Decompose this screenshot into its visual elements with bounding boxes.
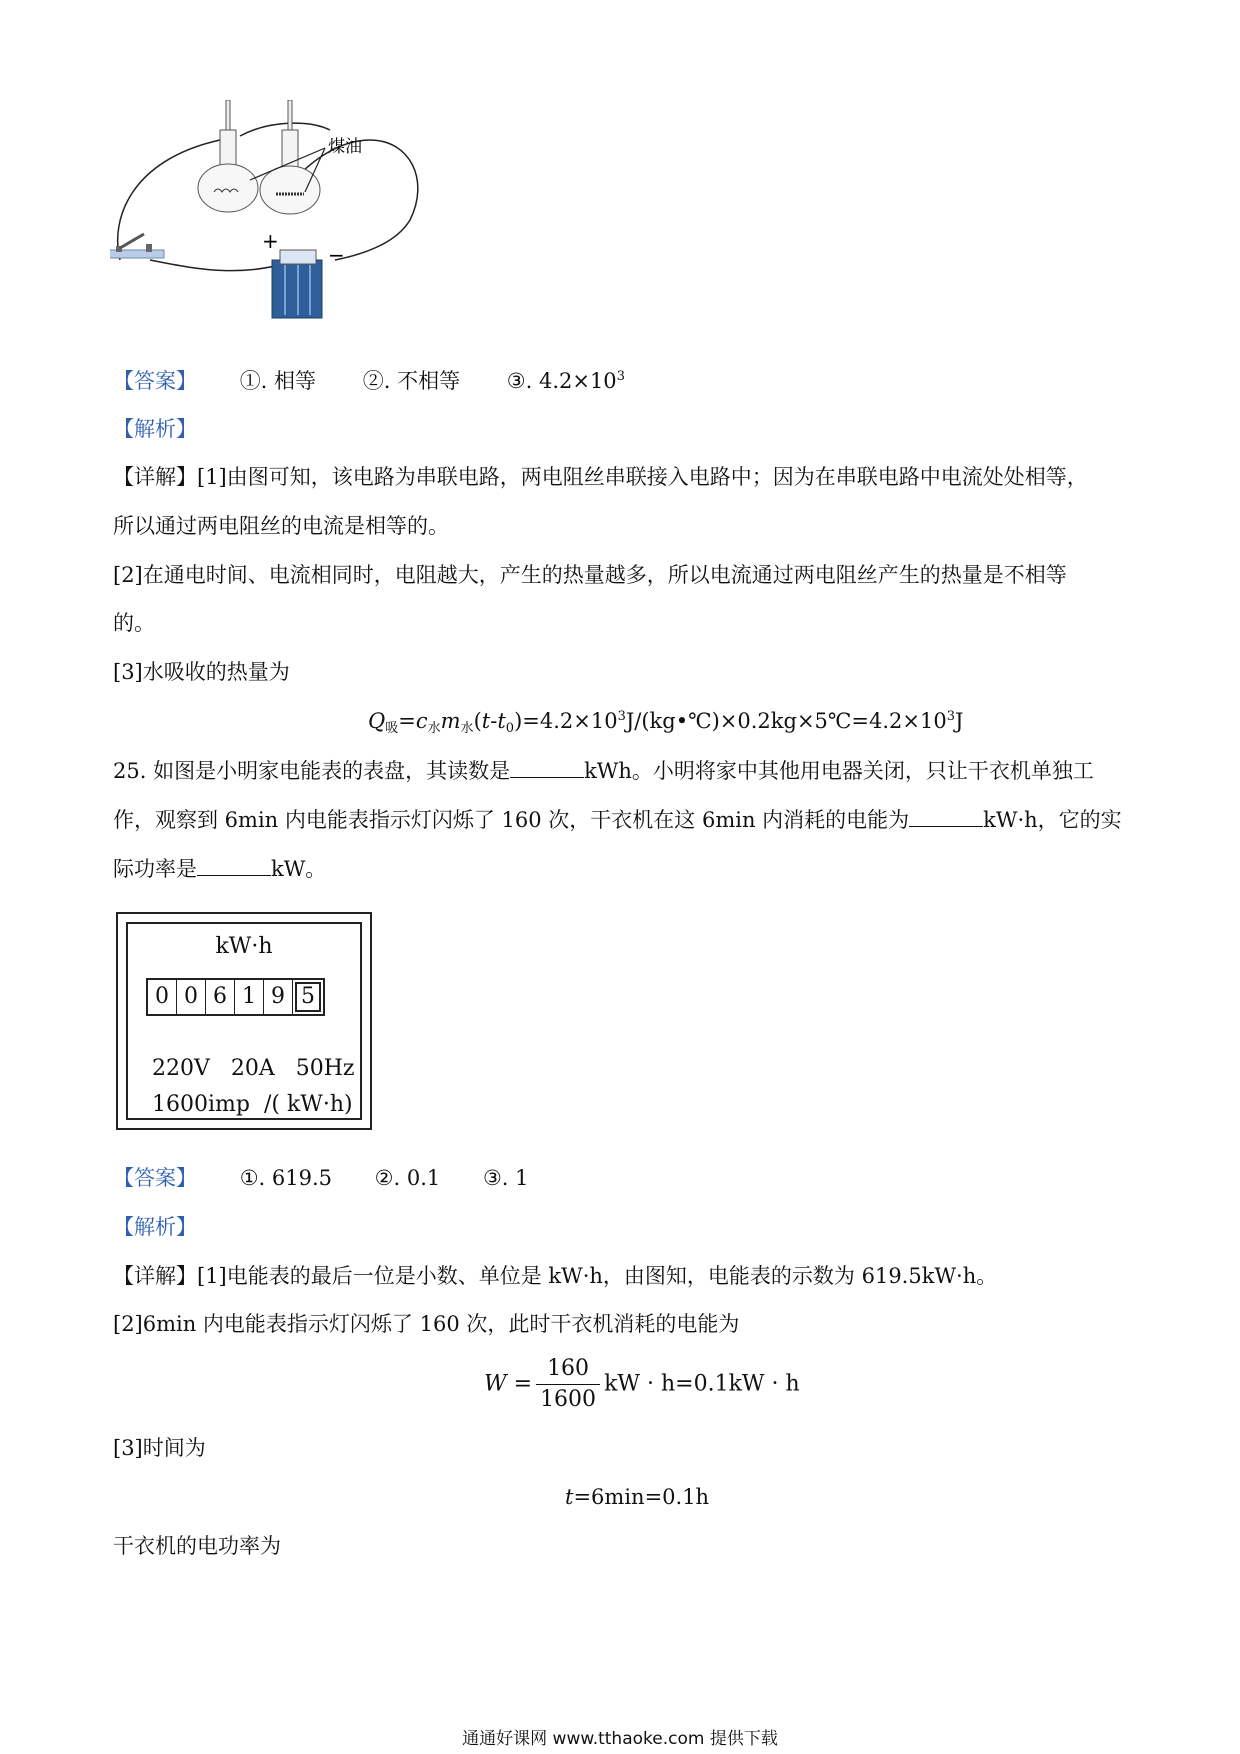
answer-line-25 [113, 1163, 528, 1193]
detail-text: 所以通过两电阻丝的电流是相等的。 [113, 514, 449, 538]
question-text: 25. 如图是小明家电能表的表盘，其读数是 [113, 759, 511, 783]
analysis-tag: 【解析】 [113, 1215, 197, 1239]
answer-item: ②. 0.1 [374, 1166, 441, 1190]
answer-blank[interactable] [909, 804, 983, 827]
meter-digit: 9 [264, 980, 293, 1014]
answer-item: ③. 4.2×10 [506, 369, 617, 393]
question-25-line1 [113, 755, 1094, 786]
meter-panel [126, 922, 362, 1120]
equation-tail: kW · h=0.1kW · h [604, 1371, 800, 1397]
plus-label: + [262, 229, 279, 253]
detail-text: [2]6min 内电能表指示灯闪烁了 160 次，此时干衣机消耗的电能为 [113, 1312, 740, 1336]
question-text: 作，观察到 6min 内电能表指示灯闪烁了 160 次，干衣机在这 6min 内消耗的电能为 [113, 808, 910, 832]
time-equation: t=6min=0.1h [565, 1485, 710, 1509]
answer-blank[interactable] [197, 853, 271, 876]
energy-meter [116, 912, 372, 1130]
answer-tag: 【答案】 [113, 369, 197, 393]
detail-text: 【详解】[1]电能表的最后一位是小数、单位是 kW·h，由图知，电能表的示数为 619.5kW·h。 [113, 1264, 998, 1288]
meter-digit: 1 [235, 980, 264, 1014]
question-text: 际功率是 [113, 857, 197, 881]
question-25-line2 [113, 804, 1122, 835]
answer-item: ③. 1 [482, 1166, 529, 1190]
exponent: 3 [616, 369, 625, 384]
minus-label: − [328, 243, 345, 267]
answer-item: ①. 相等 [239, 369, 317, 393]
question-text: kW·h，它的实 [983, 808, 1122, 832]
meter-digit: 6 [206, 980, 235, 1014]
meter-spec: 220V 20A 50Hz [152, 1056, 355, 1081]
heat-equation: Q吸=c水m水$(t-t0)=4.2\times 10^3J/(kg•℃)\times 0.2kg\times 5℃=4.2\times 10^3J$ [368, 709, 964, 736]
meter-digit: 0 [148, 980, 177, 1014]
answer-tag: 【答案】 [113, 1166, 197, 1190]
meter-digit: 5 [295, 982, 321, 1012]
meter-digit: 0 [177, 980, 206, 1014]
kerosene-label: 煤油 [328, 137, 362, 157]
question-text: kWh。小明将家中其他用电器关闭，只让干衣机单独工 [584, 759, 1094, 783]
question-25-line3 [113, 853, 326, 884]
flask-left-icon [198, 100, 258, 212]
equation-text: =6min=0.1h [573, 1485, 710, 1509]
meter-unit: kW·h [215, 934, 273, 959]
answer-item: ①. 619.5 [239, 1166, 332, 1190]
detail-text: [3]时间为 [113, 1436, 206, 1460]
answer-blank[interactable] [510, 755, 584, 778]
battery-icon [272, 250, 322, 318]
fraction-denominator: 1600 [540, 1387, 597, 1412]
detail-text: 【详解】[1]由图可知，该电路为串联电路，两电阻丝串联接入电路中；因为在串联电路中电流处处相等， [113, 465, 1088, 489]
detail-text: [3]水吸收的热量为 [113, 660, 290, 684]
fraction-numerator: 160 [536, 1354, 600, 1385]
detail-text: [2]在通电时间、电流相同时，电阻越大，产生的热量越多，所以电流通过两电阻丝产生的热量是不相等 [113, 563, 1067, 587]
analysis-tag: 【解析】 [113, 417, 197, 441]
flask-right-icon [260, 100, 320, 214]
energy-equation: W = $\frac{160}{1600}$ kW · h=0.1kW · h [484, 1354, 800, 1415]
detail-text: 的。 [113, 611, 155, 635]
page-footer: 通通好课网 www.tthaoke.com 提供下载 [462, 1729, 778, 1749]
answer-item: ②. 不相等 [362, 369, 461, 393]
meter-spec: 1600imp /( kW·h) [152, 1092, 353, 1117]
circuit-diagram [110, 100, 430, 350]
answer-line-24 [113, 366, 625, 400]
meter-digits [146, 978, 325, 1016]
detail-text: 干衣机的电功率为 [113, 1534, 281, 1558]
question-text: kW。 [271, 857, 327, 881]
meter-digit-decimal [293, 980, 323, 1014]
fraction [536, 1354, 600, 1415]
